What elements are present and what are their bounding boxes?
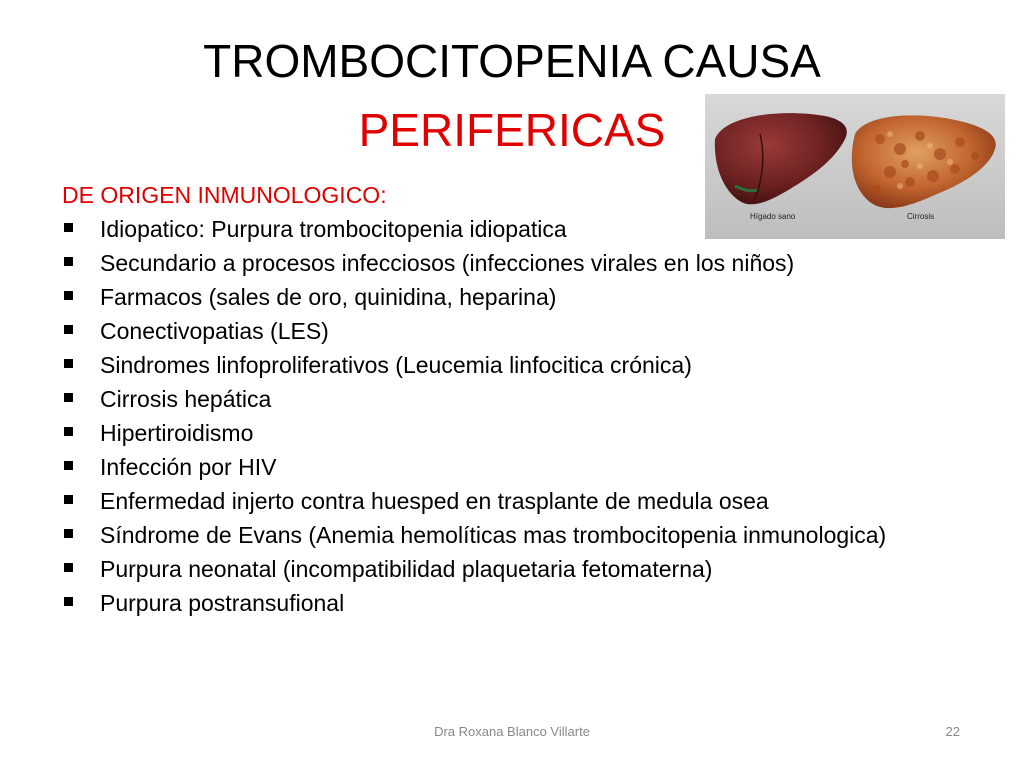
cause-list	[62, 212, 892, 620]
slide-body	[62, 178, 892, 620]
square-bullet-icon	[64, 597, 73, 606]
square-bullet-icon	[64, 427, 73, 436]
list-item: Purpura postransufional	[62, 586, 892, 620]
list-item: Infección por HIV	[62, 450, 892, 484]
square-bullet-icon	[64, 291, 73, 300]
caption-cirrhosis: Cirrosis	[907, 212, 935, 221]
list-item: Purpura neonatal (incompatibilidad plaquetaria fetomaterna)	[62, 552, 892, 586]
square-bullet-icon	[64, 563, 73, 572]
slide-title-line2: PERIFERICAS	[358, 104, 666, 156]
square-bullet-icon	[64, 359, 73, 368]
list-item: Enfermedad injerto contra huesped en trasplante de medula osea	[62, 484, 892, 518]
caption-healthy-liver: Hígado sano	[750, 212, 796, 221]
list-item: Cirrosis hepática	[62, 382, 892, 416]
square-bullet-icon	[64, 529, 73, 538]
square-bullet-icon	[64, 223, 73, 232]
square-bullet-icon	[64, 325, 73, 334]
list-item: Hipertiroidismo	[62, 416, 892, 450]
list-item: Secundario a procesos infecciosos (infecciones virales en los niños)	[62, 246, 892, 280]
list-item: Idiopatico: Purpura trombocitopenia idiopatica	[62, 212, 892, 246]
list-item: Síndrome de Evans (Anemia hemolíticas mas trombocitopenia inmunologica)	[62, 518, 892, 552]
section-subtitle: DE ORIGEN INMUNOLOGICO:	[62, 182, 387, 208]
square-bullet-icon	[64, 461, 73, 470]
list-item: Conectivopatias (LES)	[62, 314, 892, 348]
list-item: Farmacos (sales de oro, quinidina, heparina)	[62, 280, 892, 314]
page-number: 22	[945, 724, 960, 739]
list-item: Sindromes linfoproliferativos (Leucemia linfocitica crónica)	[62, 348, 892, 382]
square-bullet-icon	[64, 393, 73, 402]
square-bullet-icon	[64, 257, 73, 266]
slide-title-line1: TROMBOCITOPENIA CAUSA	[203, 35, 821, 87]
footer-author: Dra Roxana Blanco Villarte	[434, 724, 590, 739]
square-bullet-icon	[64, 495, 73, 504]
